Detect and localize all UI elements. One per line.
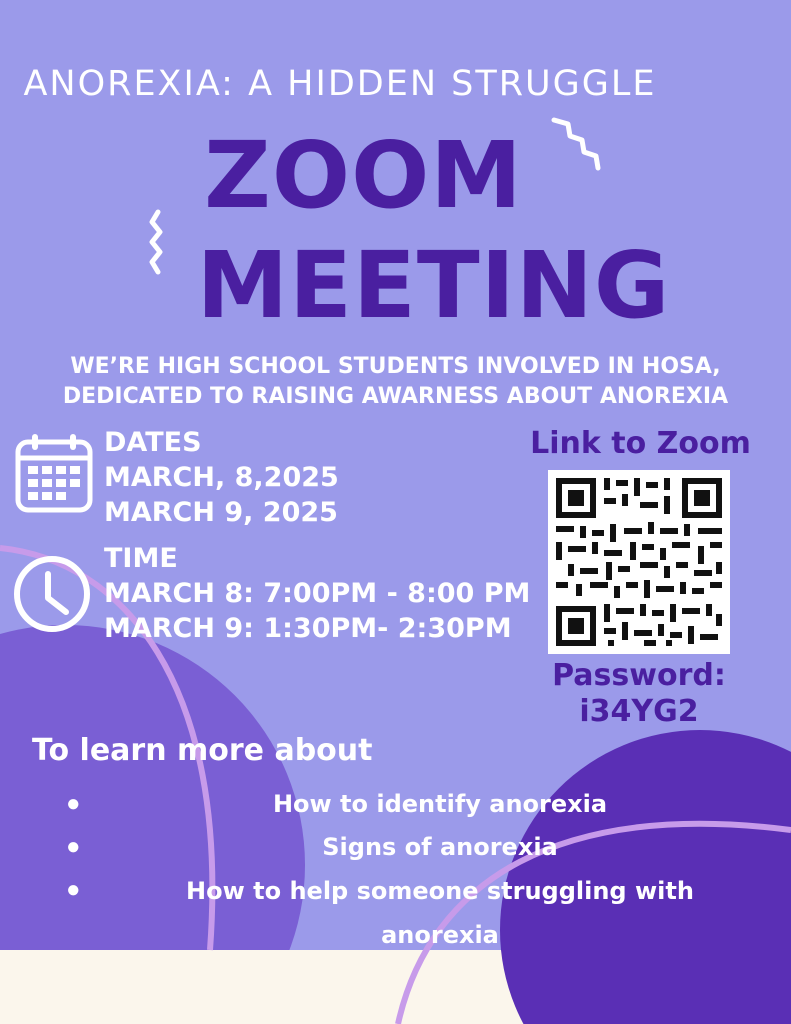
password-value: i34YG2 [579, 694, 699, 729]
topic-item-1: How to identify anorexia [272, 790, 608, 818]
time-slot-1: MARCH 8: 7:00PM - 8:00 PM [104, 578, 531, 609]
title-meeting: MEETING [196, 232, 671, 339]
tagline-line-2: DEDICATED TO RAISING AWARNESS ABOUT ANOREXIA [62, 384, 729, 409]
zoom-password-block [530, 658, 748, 730]
topic-item-3: How to help someone struggling with anorexia [186, 877, 694, 949]
date-1: MARCH, 8,2025 [104, 462, 339, 493]
time-heading: TIME [104, 543, 178, 574]
dates-block [104, 425, 339, 530]
zoom-qr-code[interactable] [548, 470, 730, 654]
tagline-line-1: WE’RE HIGH SCHOOL STUDENTS INVOLVED IN HOSA, [70, 354, 721, 379]
bullet-dot-3: ● [66, 876, 81, 903]
cream-footer-left [0, 950, 305, 1024]
clock-icon [12, 554, 92, 634]
event-subtitle: ANOREXIA: A HIDDEN STRUGGLE [23, 64, 657, 104]
bullet-dot-1: ● [66, 790, 81, 817]
date-2: MARCH 9, 2025 [104, 497, 338, 528]
topic-item-2: Signs of anorexia [322, 833, 558, 861]
calendar-icon [14, 432, 94, 514]
bullet-dot-2: ● [66, 833, 81, 860]
time-slot-2: MARCH 9: 1:30PM- 2:30PM [104, 613, 512, 644]
time-block [104, 541, 534, 646]
learn-more-heading: To learn more about [32, 733, 373, 768]
password-label: Password: [552, 658, 726, 693]
qr-code-icon [548, 470, 730, 654]
zoom-link-label: Link to Zoom [530, 426, 751, 461]
title-zoom: ZOOM [204, 122, 523, 229]
tagline [0, 352, 791, 412]
dates-heading: DATES [104, 427, 202, 458]
